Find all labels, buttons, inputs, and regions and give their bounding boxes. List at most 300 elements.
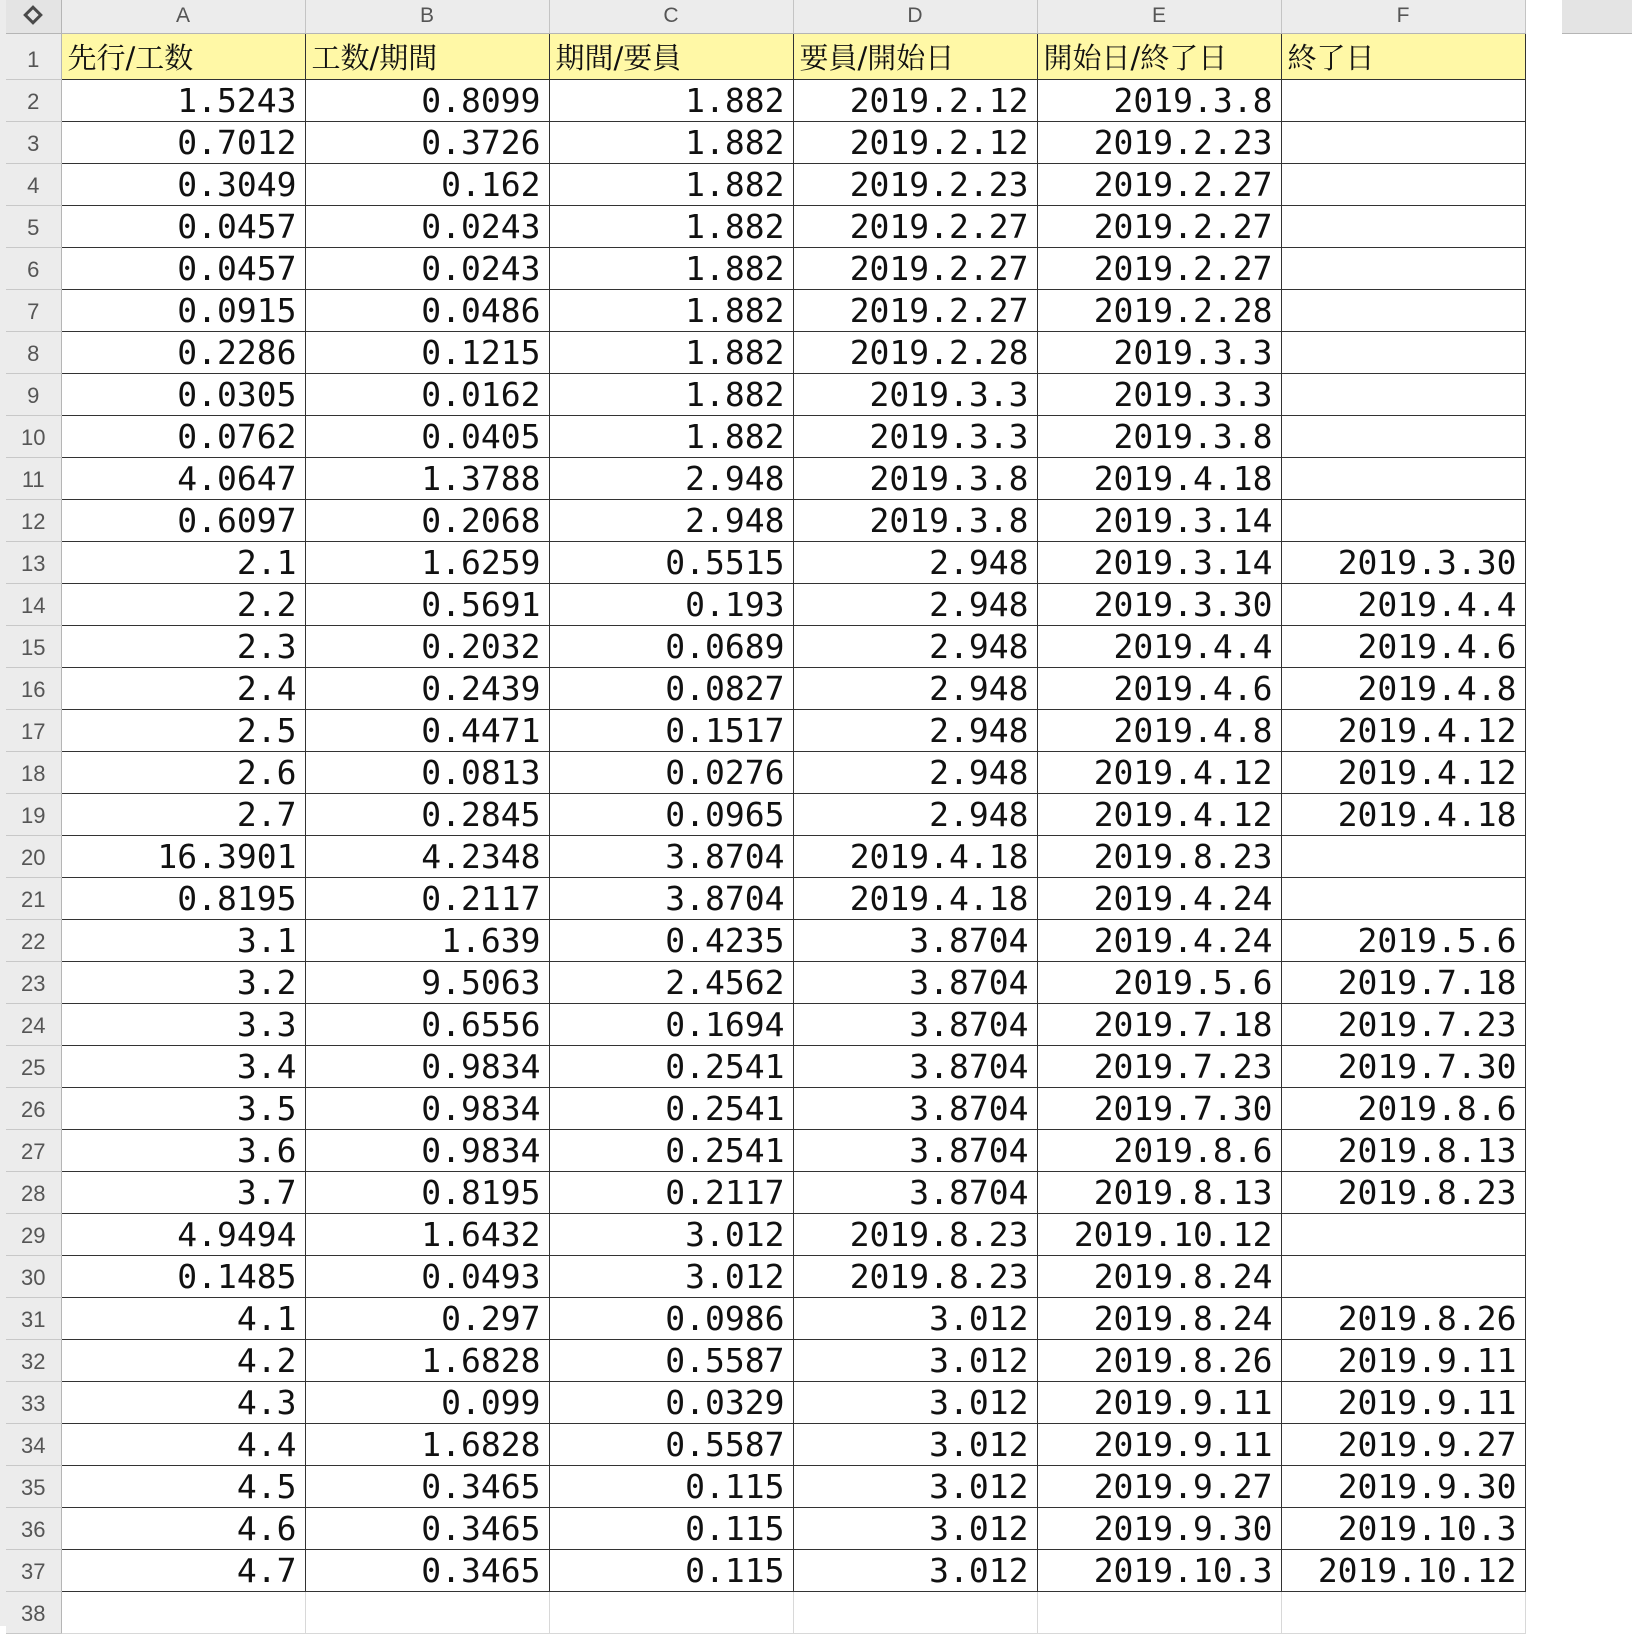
- cell-e[interactable]: 2019.4.24: [1037, 919, 1281, 961]
- cell-d[interactable]: 3.012: [793, 1381, 1037, 1423]
- cell-b[interactable]: 0.297: [305, 1297, 549, 1339]
- cell-e[interactable]: 2019.3.30: [1037, 583, 1281, 625]
- cell-e[interactable]: 2019.7.30: [1037, 1087, 1281, 1129]
- table-row: [6, 289, 1525, 331]
- cell-a[interactable]: 2.4: [61, 667, 305, 709]
- cell-f[interactable]: [1281, 79, 1525, 121]
- cell-d[interactable]: 2.948: [793, 583, 1037, 625]
- row-number[interactable]: 26: [6, 1087, 61, 1129]
- cell-b[interactable]: 4.2348: [305, 835, 549, 877]
- cell-b[interactable]: 0.6556: [305, 1003, 549, 1045]
- table-row: [6, 1465, 1525, 1507]
- row-number[interactable]: 17: [6, 709, 61, 751]
- cell-e[interactable]: 2019.2.27: [1037, 247, 1281, 289]
- cell-c[interactable]: 1.882: [549, 247, 793, 289]
- column-header-b[interactable]: B: [305, 0, 549, 33]
- row-number[interactable]: 25: [6, 1045, 61, 1087]
- cell-c[interactable]: 1.882: [549, 79, 793, 121]
- cell-f[interactable]: 2019.5.6: [1281, 919, 1525, 961]
- cell-e[interactable]: 2019.4.12: [1037, 751, 1281, 793]
- cell-e[interactable]: 2019.8.6: [1037, 1129, 1281, 1171]
- cell-d[interactable]: 2019.2.23: [793, 163, 1037, 205]
- cell-e[interactable]: 2019.3.3: [1037, 373, 1281, 415]
- cell-b[interactable]: 1.3788: [305, 457, 549, 499]
- table-row: [6, 877, 1525, 919]
- cell-d[interactable]: 2019.8.23: [793, 1255, 1037, 1297]
- cell-f[interactable]: [1281, 205, 1525, 247]
- table-row: [6, 835, 1525, 877]
- cell-b[interactable]: 0.162: [305, 163, 549, 205]
- cell-a[interactable]: 2.6: [61, 751, 305, 793]
- cell-d[interactable]: 3.012: [793, 1297, 1037, 1339]
- cell-f[interactable]: 2019.3.30: [1281, 541, 1525, 583]
- cell-d[interactable]: 2019.2.12: [793, 79, 1037, 121]
- cell-c[interactable]: 0.0329: [549, 1381, 793, 1423]
- cell-f[interactable]: 2019.4.8: [1281, 667, 1525, 709]
- cell-e[interactable]: 2019.4.12: [1037, 793, 1281, 835]
- cell-d[interactable]: 3.012: [793, 1423, 1037, 1465]
- cell-d[interactable]: 3.012: [793, 1465, 1037, 1507]
- cell-c[interactable]: 0.2541: [549, 1129, 793, 1171]
- cell-b[interactable]: 0.0243: [305, 247, 549, 289]
- cell-c[interactable]: 0.2541: [549, 1087, 793, 1129]
- cell-d[interactable]: 2.948: [793, 667, 1037, 709]
- cell-a[interactable]: 3.4: [61, 1045, 305, 1087]
- table-row: [6, 331, 1525, 373]
- cell-b[interactable]: 0.8099: [305, 79, 549, 121]
- cell-d[interactable]: 3.012: [793, 1549, 1037, 1591]
- cell-a[interactable]: 2.1: [61, 541, 305, 583]
- table-row: [6, 121, 1525, 163]
- cell-d[interactable]: 2019.2.27: [793, 247, 1037, 289]
- cell-f[interactable]: [1281, 415, 1525, 457]
- row-number[interactable]: 19: [6, 793, 61, 835]
- cell-d[interactable]: 2019.4.18: [793, 877, 1037, 919]
- cell-a[interactable]: 2.2: [61, 583, 305, 625]
- cell-a[interactable]: 0.0305: [61, 373, 305, 415]
- cell-b[interactable]: 0.9834: [305, 1129, 549, 1171]
- header-cell-b[interactable]: 工数/期間: [305, 33, 549, 79]
- cell-e[interactable]: 2019.3.8: [1037, 415, 1281, 457]
- cell-f[interactable]: [1281, 1255, 1525, 1297]
- cell-d[interactable]: 2019.3.3: [793, 373, 1037, 415]
- row-number[interactable]: 31: [6, 1297, 61, 1339]
- cell-d[interactable]: 2019.2.27: [793, 205, 1037, 247]
- cell-e[interactable]: 2019.3.14: [1037, 499, 1281, 541]
- cell-d[interactable]: 2019.3.3: [793, 415, 1037, 457]
- cell-f[interactable]: 2019.4.18: [1281, 793, 1525, 835]
- cell-f[interactable]: 2019.10.3: [1281, 1507, 1525, 1549]
- cell-c[interactable]: 0.2541: [549, 1045, 793, 1087]
- cell-b[interactable]: 0.2068: [305, 499, 549, 541]
- cell-d[interactable]: 2.948: [793, 625, 1037, 667]
- cell-c[interactable]: 1.882: [549, 415, 793, 457]
- cell-b[interactable]: 0.099: [305, 1381, 549, 1423]
- cell-d[interactable]: 2019.8.23: [793, 1213, 1037, 1255]
- cell-d[interactable]: 2019.3.8: [793, 457, 1037, 499]
- cell-d[interactable]: 2019.2.27: [793, 289, 1037, 331]
- empty-cell[interactable]: [793, 1591, 1037, 1633]
- cell-b[interactable]: 0.2845: [305, 793, 549, 835]
- cell-c[interactable]: 0.0689: [549, 625, 793, 667]
- cell-b[interactable]: 0.2117: [305, 877, 549, 919]
- cell-c[interactable]: 2.948: [549, 499, 793, 541]
- cell-c[interactable]: 1.882: [549, 205, 793, 247]
- row-number[interactable]: 11: [6, 457, 61, 499]
- cell-d[interactable]: 3.8704: [793, 1171, 1037, 1213]
- table-row: [6, 751, 1525, 793]
- cell-a[interactable]: 0.0457: [61, 247, 305, 289]
- cell-c[interactable]: 0.4235: [549, 919, 793, 961]
- row-number[interactable]: 2: [6, 79, 61, 121]
- row-number[interactable]: 5: [6, 205, 61, 247]
- row-number[interactable]: 13: [6, 541, 61, 583]
- cell-c[interactable]: 0.115: [549, 1507, 793, 1549]
- row-number[interactable]: 24: [6, 1003, 61, 1045]
- cell-f[interactable]: 2019.4.12: [1281, 751, 1525, 793]
- cell-e[interactable]: 2019.8.13: [1037, 1171, 1281, 1213]
- row-number[interactable]: 30: [6, 1255, 61, 1297]
- table-row: [6, 1423, 1525, 1465]
- cell-f[interactable]: [1281, 835, 1525, 877]
- cell-b[interactable]: 0.3465: [305, 1507, 549, 1549]
- cell-d[interactable]: 2.948: [793, 793, 1037, 835]
- cell-f[interactable]: 2019.7.30: [1281, 1045, 1525, 1087]
- cell-a[interactable]: 2.5: [61, 709, 305, 751]
- cell-f[interactable]: 2019.9.11: [1281, 1339, 1525, 1381]
- cell-d[interactable]: 2019.2.12: [793, 121, 1037, 163]
- row-number[interactable]: 32: [6, 1339, 61, 1381]
- row-number[interactable]: 6: [6, 247, 61, 289]
- cell-f[interactable]: 2019.7.23: [1281, 1003, 1525, 1045]
- column-header-a[interactable]: A: [61, 0, 305, 33]
- cell-f[interactable]: 2019.4.4: [1281, 583, 1525, 625]
- cell-e[interactable]: 2019.4.24: [1037, 877, 1281, 919]
- cell-d[interactable]: 3.8704: [793, 1003, 1037, 1045]
- cell-f[interactable]: [1281, 373, 1525, 415]
- cell-f[interactable]: 2019.8.13: [1281, 1129, 1525, 1171]
- cell-e[interactable]: 2019.2.27: [1037, 205, 1281, 247]
- cell-a[interactable]: 0.7012: [61, 121, 305, 163]
- cell-b[interactable]: 0.2032: [305, 625, 549, 667]
- table-row: [6, 709, 1525, 751]
- cell-d[interactable]: 2019.4.18: [793, 835, 1037, 877]
- table-row: [6, 163, 1525, 205]
- header-cell-e[interactable]: 開始日/終了日: [1037, 33, 1281, 79]
- row-number[interactable]: 4: [6, 163, 61, 205]
- cell-e[interactable]: 2019.9.11: [1037, 1381, 1281, 1423]
- cell-d[interactable]: 2019.3.8: [793, 499, 1037, 541]
- cell-e[interactable]: 2019.4.4: [1037, 625, 1281, 667]
- cell-e[interactable]: 2019.8.24: [1037, 1297, 1281, 1339]
- table-row: [6, 1171, 1525, 1213]
- column-header-f[interactable]: F: [1281, 0, 1525, 33]
- cell-c[interactable]: 0.5587: [549, 1339, 793, 1381]
- cell-a[interactable]: 0.8195: [61, 877, 305, 919]
- row-number[interactable]: 33: [6, 1381, 61, 1423]
- cell-c[interactable]: 0.0827: [549, 667, 793, 709]
- cell-d[interactable]: 2.948: [793, 751, 1037, 793]
- table-row: [6, 457, 1525, 499]
- cell-b[interactable]: 0.1215: [305, 331, 549, 373]
- cell-e[interactable]: 2019.2.23: [1037, 121, 1281, 163]
- header-cell-a[interactable]: 先行/工数: [61, 33, 305, 79]
- row-number[interactable]: 20: [6, 835, 61, 877]
- cell-b[interactable]: 1.6828: [305, 1423, 549, 1465]
- cell-a[interactable]: 4.3: [61, 1381, 305, 1423]
- cell-a[interactable]: 3.2: [61, 961, 305, 1003]
- empty-cell[interactable]: [61, 1591, 305, 1633]
- cell-e[interactable]: 2019.2.28: [1037, 289, 1281, 331]
- cell-d[interactable]: 2019.2.28: [793, 331, 1037, 373]
- row-number[interactable]: 8: [6, 331, 61, 373]
- cell-a[interactable]: 4.4: [61, 1423, 305, 1465]
- cell-a[interactable]: 3.7: [61, 1171, 305, 1213]
- cell-e[interactable]: 2019.8.23: [1037, 835, 1281, 877]
- cell-b[interactable]: 9.5063: [305, 961, 549, 1003]
- column-header-d[interactable]: D: [793, 0, 1037, 33]
- row-number[interactable]: 1: [6, 33, 61, 79]
- header-cell-f[interactable]: 終了日: [1281, 33, 1525, 79]
- cell-e[interactable]: 2019.9.11: [1037, 1423, 1281, 1465]
- cell-c[interactable]: 3.8704: [549, 877, 793, 919]
- cell-a[interactable]: 2.3: [61, 625, 305, 667]
- cell-f[interactable]: 2019.9.30: [1281, 1465, 1525, 1507]
- table-row: [6, 793, 1525, 835]
- row-number[interactable]: 34: [6, 1423, 61, 1465]
- cell-c[interactable]: 0.0965: [549, 793, 793, 835]
- empty-cell[interactable]: [1281, 1591, 1525, 1633]
- cell-f[interactable]: 2019.8.23: [1281, 1171, 1525, 1213]
- row-number[interactable]: 7: [6, 289, 61, 331]
- cell-b[interactable]: 0.0813: [305, 751, 549, 793]
- cell-c[interactable]: 0.5515: [549, 541, 793, 583]
- cell-b[interactable]: 0.8195: [305, 1171, 549, 1213]
- cell-a[interactable]: 2.7: [61, 793, 305, 835]
- cell-a[interactable]: 1.5243: [61, 79, 305, 121]
- cell-e[interactable]: 2019.3.8: [1037, 79, 1281, 121]
- cell-e[interactable]: 2019.3.3: [1037, 331, 1281, 373]
- cell-a[interactable]: 0.3049: [61, 163, 305, 205]
- cell-b[interactable]: 0.5691: [305, 583, 549, 625]
- cell-d[interactable]: 2.948: [793, 541, 1037, 583]
- row-number[interactable]: 27: [6, 1129, 61, 1171]
- cell-c[interactable]: 2.948: [549, 457, 793, 499]
- row-number[interactable]: 3: [6, 121, 61, 163]
- select-all-corner[interactable]: [6, 0, 61, 33]
- cell-e[interactable]: 2019.4.8: [1037, 709, 1281, 751]
- cell-d[interactable]: 3.012: [793, 1507, 1037, 1549]
- cell-a[interactable]: 0.0915: [61, 289, 305, 331]
- cell-a[interactable]: 3.6: [61, 1129, 305, 1171]
- cell-d[interactable]: 3.8704: [793, 961, 1037, 1003]
- table-row: [6, 499, 1525, 541]
- cell-c[interactable]: 1.882: [549, 373, 793, 415]
- cell-f[interactable]: [1281, 247, 1525, 289]
- row-number[interactable]: 36: [6, 1507, 61, 1549]
- cell-f[interactable]: 2019.9.27: [1281, 1423, 1525, 1465]
- cell-a[interactable]: 4.2: [61, 1339, 305, 1381]
- row-number[interactable]: 28: [6, 1171, 61, 1213]
- table-row: [6, 541, 1525, 583]
- cell-d[interactable]: 3.8704: [793, 1087, 1037, 1129]
- cell-f[interactable]: 2019.4.6: [1281, 625, 1525, 667]
- table-row: [6, 1213, 1525, 1255]
- row-number[interactable]: 9: [6, 373, 61, 415]
- cell-e[interactable]: 2019.8.26: [1037, 1339, 1281, 1381]
- cell-e[interactable]: 2019.3.14: [1037, 541, 1281, 583]
- cell-c[interactable]: 0.0276: [549, 751, 793, 793]
- table-row: [6, 625, 1525, 667]
- table-row: [6, 1339, 1525, 1381]
- row-number[interactable]: 23: [6, 961, 61, 1003]
- table-row: [6, 1381, 1525, 1423]
- cell-c[interactable]: 0.0986: [549, 1297, 793, 1339]
- cell-a[interactable]: 4.9494: [61, 1213, 305, 1255]
- select-all-icon: [23, 5, 43, 25]
- row-number[interactable]: 14: [6, 583, 61, 625]
- cell-b[interactable]: 0.3726: [305, 121, 549, 163]
- cell-e[interactable]: 2019.2.27: [1037, 163, 1281, 205]
- cell-e[interactable]: 2019.9.30: [1037, 1507, 1281, 1549]
- row-number[interactable]: 35: [6, 1465, 61, 1507]
- table-row: [6, 1549, 1525, 1591]
- table-row: [6, 1129, 1525, 1171]
- cell-b[interactable]: 0.0493: [305, 1255, 549, 1297]
- cell-b[interactable]: 0.0486: [305, 289, 549, 331]
- cell-e[interactable]: 2019.10.12: [1037, 1213, 1281, 1255]
- cell-c[interactable]: 0.115: [549, 1465, 793, 1507]
- cell-b[interactable]: 0.0405: [305, 415, 549, 457]
- cell-a[interactable]: 4.6: [61, 1507, 305, 1549]
- cell-a[interactable]: 0.0762: [61, 415, 305, 457]
- row-number[interactable]: 37: [6, 1549, 61, 1591]
- cell-f[interactable]: [1281, 877, 1525, 919]
- cell-a[interactable]: 16.3901: [61, 835, 305, 877]
- cell-b[interactable]: 0.9834: [305, 1087, 549, 1129]
- cell-e[interactable]: 2019.4.18: [1037, 457, 1281, 499]
- cell-c[interactable]: 3.012: [549, 1213, 793, 1255]
- cell-b[interactable]: 1.6432: [305, 1213, 549, 1255]
- cell-c[interactable]: 2.4562: [549, 961, 793, 1003]
- cell-b[interactable]: 0.4471: [305, 709, 549, 751]
- cell-d[interactable]: 3.8704: [793, 919, 1037, 961]
- cell-a[interactable]: 3.5: [61, 1087, 305, 1129]
- cell-a[interactable]: 4.0647: [61, 457, 305, 499]
- table-row: [6, 961, 1525, 1003]
- table-row: [6, 1045, 1525, 1087]
- empty-cell[interactable]: [549, 1591, 793, 1633]
- cell-a[interactable]: 3.3: [61, 1003, 305, 1045]
- cell-b[interactable]: 0.9834: [305, 1045, 549, 1087]
- cell-b[interactable]: 0.0243: [305, 205, 549, 247]
- cell-b[interactable]: 1.6828: [305, 1339, 549, 1381]
- header-cell-c[interactable]: 期間/要員: [549, 33, 793, 79]
- cell-c[interactable]: 1.882: [549, 289, 793, 331]
- cell-c[interactable]: 0.1517: [549, 709, 793, 751]
- cell-f[interactable]: [1281, 499, 1525, 541]
- cell-e[interactable]: 2019.4.6: [1037, 667, 1281, 709]
- spreadsheet-grid: [6, 0, 1526, 1634]
- cell-c[interactable]: 0.115: [549, 1549, 793, 1591]
- cell-f[interactable]: 2019.8.6: [1281, 1087, 1525, 1129]
- cell-f[interactable]: 2019.7.18: [1281, 961, 1525, 1003]
- row-number[interactable]: 22: [6, 919, 61, 961]
- cell-d[interactable]: 3.8704: [793, 1045, 1037, 1087]
- cell-d[interactable]: 2.948: [793, 709, 1037, 751]
- cell-d[interactable]: 3.012: [793, 1339, 1037, 1381]
- cell-b[interactable]: 0.3465: [305, 1549, 549, 1591]
- cell-f[interactable]: 2019.8.26: [1281, 1297, 1525, 1339]
- cell-e[interactable]: 2019.8.24: [1037, 1255, 1281, 1297]
- cell-f[interactable]: [1281, 457, 1525, 499]
- cell-d[interactable]: 3.8704: [793, 1129, 1037, 1171]
- cell-b[interactable]: 0.3465: [305, 1465, 549, 1507]
- cell-c[interactable]: 0.1694: [549, 1003, 793, 1045]
- row-number[interactable]: 15: [6, 625, 61, 667]
- cell-b[interactable]: 0.0162: [305, 373, 549, 415]
- cell-e[interactable]: 2019.10.3: [1037, 1549, 1281, 1591]
- cell-f[interactable]: 2019.10.12: [1281, 1549, 1525, 1591]
- cell-a[interactable]: 0.2286: [61, 331, 305, 373]
- empty-cell[interactable]: [305, 1591, 549, 1633]
- cell-e[interactable]: 2019.7.23: [1037, 1045, 1281, 1087]
- cell-f[interactable]: [1281, 289, 1525, 331]
- row-number[interactable]: 10: [6, 415, 61, 457]
- empty-cell[interactable]: [1037, 1591, 1281, 1633]
- cell-c[interactable]: 1.882: [549, 163, 793, 205]
- header-cell-d[interactable]: 要員/開始日: [793, 33, 1037, 79]
- cell-c[interactable]: 1.882: [549, 121, 793, 163]
- cell-e[interactable]: 2019.9.27: [1037, 1465, 1281, 1507]
- cell-a[interactable]: 4.7: [61, 1549, 305, 1591]
- cell-a[interactable]: 0.0457: [61, 205, 305, 247]
- column-header-e[interactable]: E: [1037, 0, 1281, 33]
- cell-c[interactable]: 0.5587: [549, 1423, 793, 1465]
- cell-b[interactable]: 1.6259: [305, 541, 549, 583]
- row-number[interactable]: 21: [6, 877, 61, 919]
- row-number[interactable]: 29: [6, 1213, 61, 1255]
- cell-f[interactable]: 2019.4.12: [1281, 709, 1525, 751]
- cell-c[interactable]: 0.2117: [549, 1171, 793, 1213]
- cell-a[interactable]: 4.5: [61, 1465, 305, 1507]
- cell-f[interactable]: [1281, 331, 1525, 373]
- cell-a[interactable]: 4.1: [61, 1297, 305, 1339]
- cell-a[interactable]: 3.1: [61, 919, 305, 961]
- cell-c[interactable]: 3.8704: [549, 835, 793, 877]
- row-number[interactable]: 12: [6, 499, 61, 541]
- cell-e[interactable]: 2019.7.18: [1037, 1003, 1281, 1045]
- cell-f[interactable]: [1281, 163, 1525, 205]
- cell-a[interactable]: 0.6097: [61, 499, 305, 541]
- cell-b[interactable]: 1.639: [305, 919, 549, 961]
- cell-c[interactable]: 0.193: [549, 583, 793, 625]
- row-number[interactable]: 18: [6, 751, 61, 793]
- cell-b[interactable]: 0.2439: [305, 667, 549, 709]
- column-header-filler: [1562, 0, 1632, 34]
- cell-c[interactable]: 3.012: [549, 1255, 793, 1297]
- cell-f[interactable]: [1281, 121, 1525, 163]
- cell-f[interactable]: [1281, 1213, 1525, 1255]
- cell-c[interactable]: 1.882: [549, 331, 793, 373]
- table-row: [6, 1507, 1525, 1549]
- column-header-c[interactable]: C: [549, 0, 793, 33]
- row-number[interactable]: 16: [6, 667, 61, 709]
- cell-f[interactable]: 2019.9.11: [1281, 1381, 1525, 1423]
- cell-e[interactable]: 2019.5.6: [1037, 961, 1281, 1003]
- cell-a[interactable]: 0.1485: [61, 1255, 305, 1297]
- row-number[interactable]: 38: [6, 1591, 61, 1633]
